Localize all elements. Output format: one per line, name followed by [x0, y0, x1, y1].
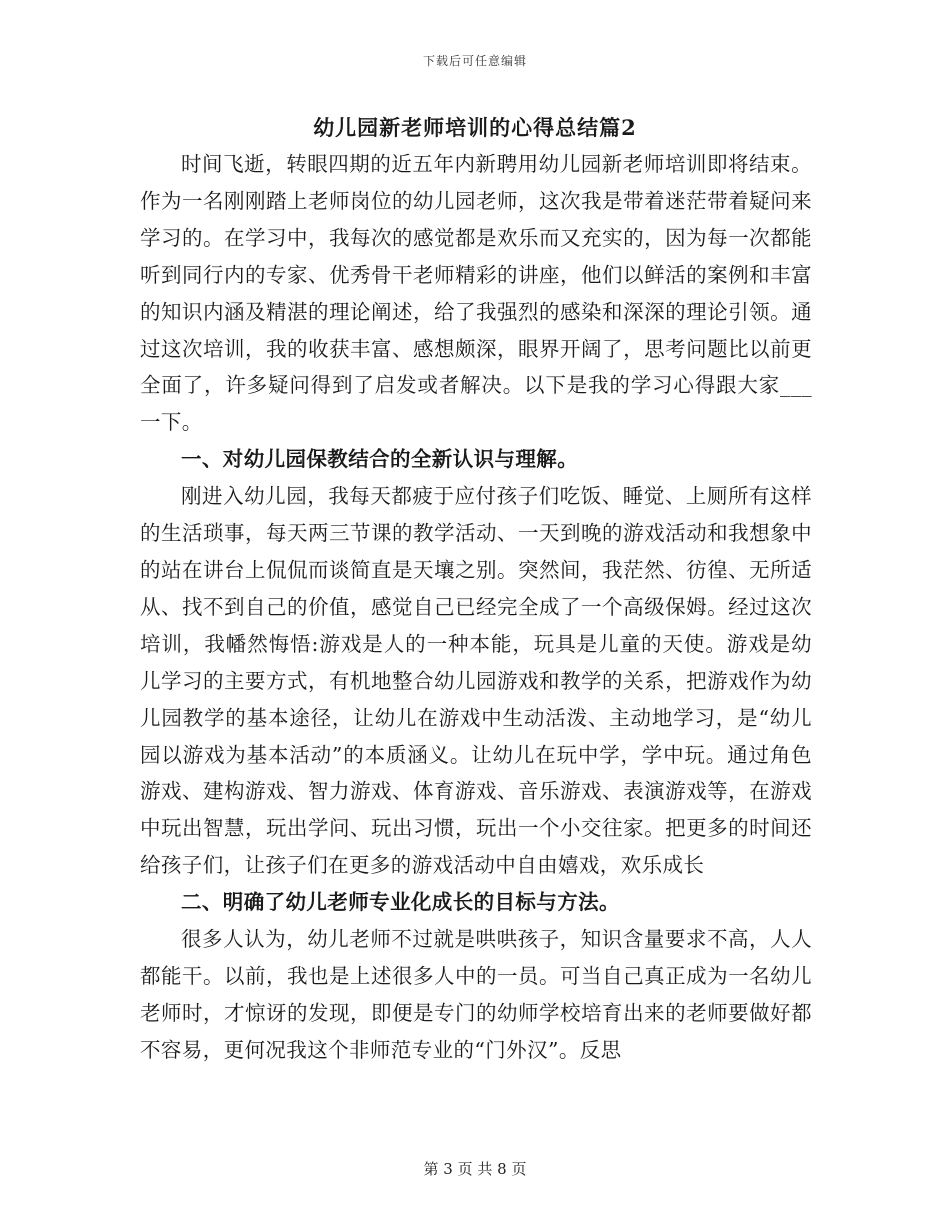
document-body	[140, 146, 812, 1069]
paragraph-intro: 时间飞逝，转眼四期的近五年内新聘用幼儿园新老师培训即将结束。作为一名刚刚踏上老师岗位的幼儿园老师，这次我是带着迷茫带着疑问来学习的。在学习中，我每次的感觉都是欢乐而又充实的，因为每一次都能听到同行内的专家、优秀骨干老师精彩的讲座，他们以鲜活的案例和丰富的知识内涵及精湛的理论阐述，给了我强烈的感染和深深的理论引领。通过这次培训，我的收获丰富、感想颇深，眼界开阔了，思考问题比以前更全面了，许多疑问得到了启发或者解决。以下是我的学习心得跟大家___一下。	[140, 152, 812, 435]
document-title: 幼儿园新老师培训的心得总结篇2	[313, 115, 637, 140]
paragraph-section-2: 很多人认为，幼儿老师不过就是哄哄孩子，知识含量要求不高，人人都能干。以前，我也是上述很多人中的一员。可当自己真正成为一名幼儿老师时，才惊讶的发现，即便是专门的幼师学校培育出来的老师要做好都不容易，更何况我这个非师范专业的“门外汉”。反思	[140, 927, 812, 1062]
section-heading-1: 一、对幼儿园保教结合的全新认识与理解。	[181, 447, 579, 472]
page-number: 第 3 页 共 8 页	[423, 1160, 527, 1178]
page-header-note: 下载后可任意编辑	[422, 54, 527, 68]
section-heading-2: 二、明确了幼儿老师专业化成长的目标与方法。	[181, 890, 620, 915]
paragraph-section-1: 刚进入幼儿园，我每天都疲于应付孩子们吃饭、睡觉、上厕所有这样的生活琐事，每天两三节课的教学活动、一天到晚的游戏活动和我想象中的站在讲台上侃侃而谈简直是天壤之别。突然间，我茫然、彷徨、无所适从、找不到自己的价值，感觉自己已经完全成了一个高级保姆。经过这次培训，我幡然悔悟:游戏是人的一种本能，玩具是儿童的天使。游戏是幼儿学习的主要方式，有机地整合幼儿园游戏和教学的关系，把游戏作为幼儿园教学的基本途径，让幼儿在游戏中生动活泼、主动地学习，是“幼儿园以游戏为基本活动”的本质涵义。让幼儿在玩中学，学中玩。通过角色游戏、建构游戏、智力游戏、体育游戏、音乐游戏、表演游戏等，在游戏中玩出智慧，玩出学问、玩出习惯，玩出一个小交往家。把更多的时间还给孩子们，让孩子们在更多的游戏活动中自由嬉戏，欢乐成长	[140, 484, 812, 878]
